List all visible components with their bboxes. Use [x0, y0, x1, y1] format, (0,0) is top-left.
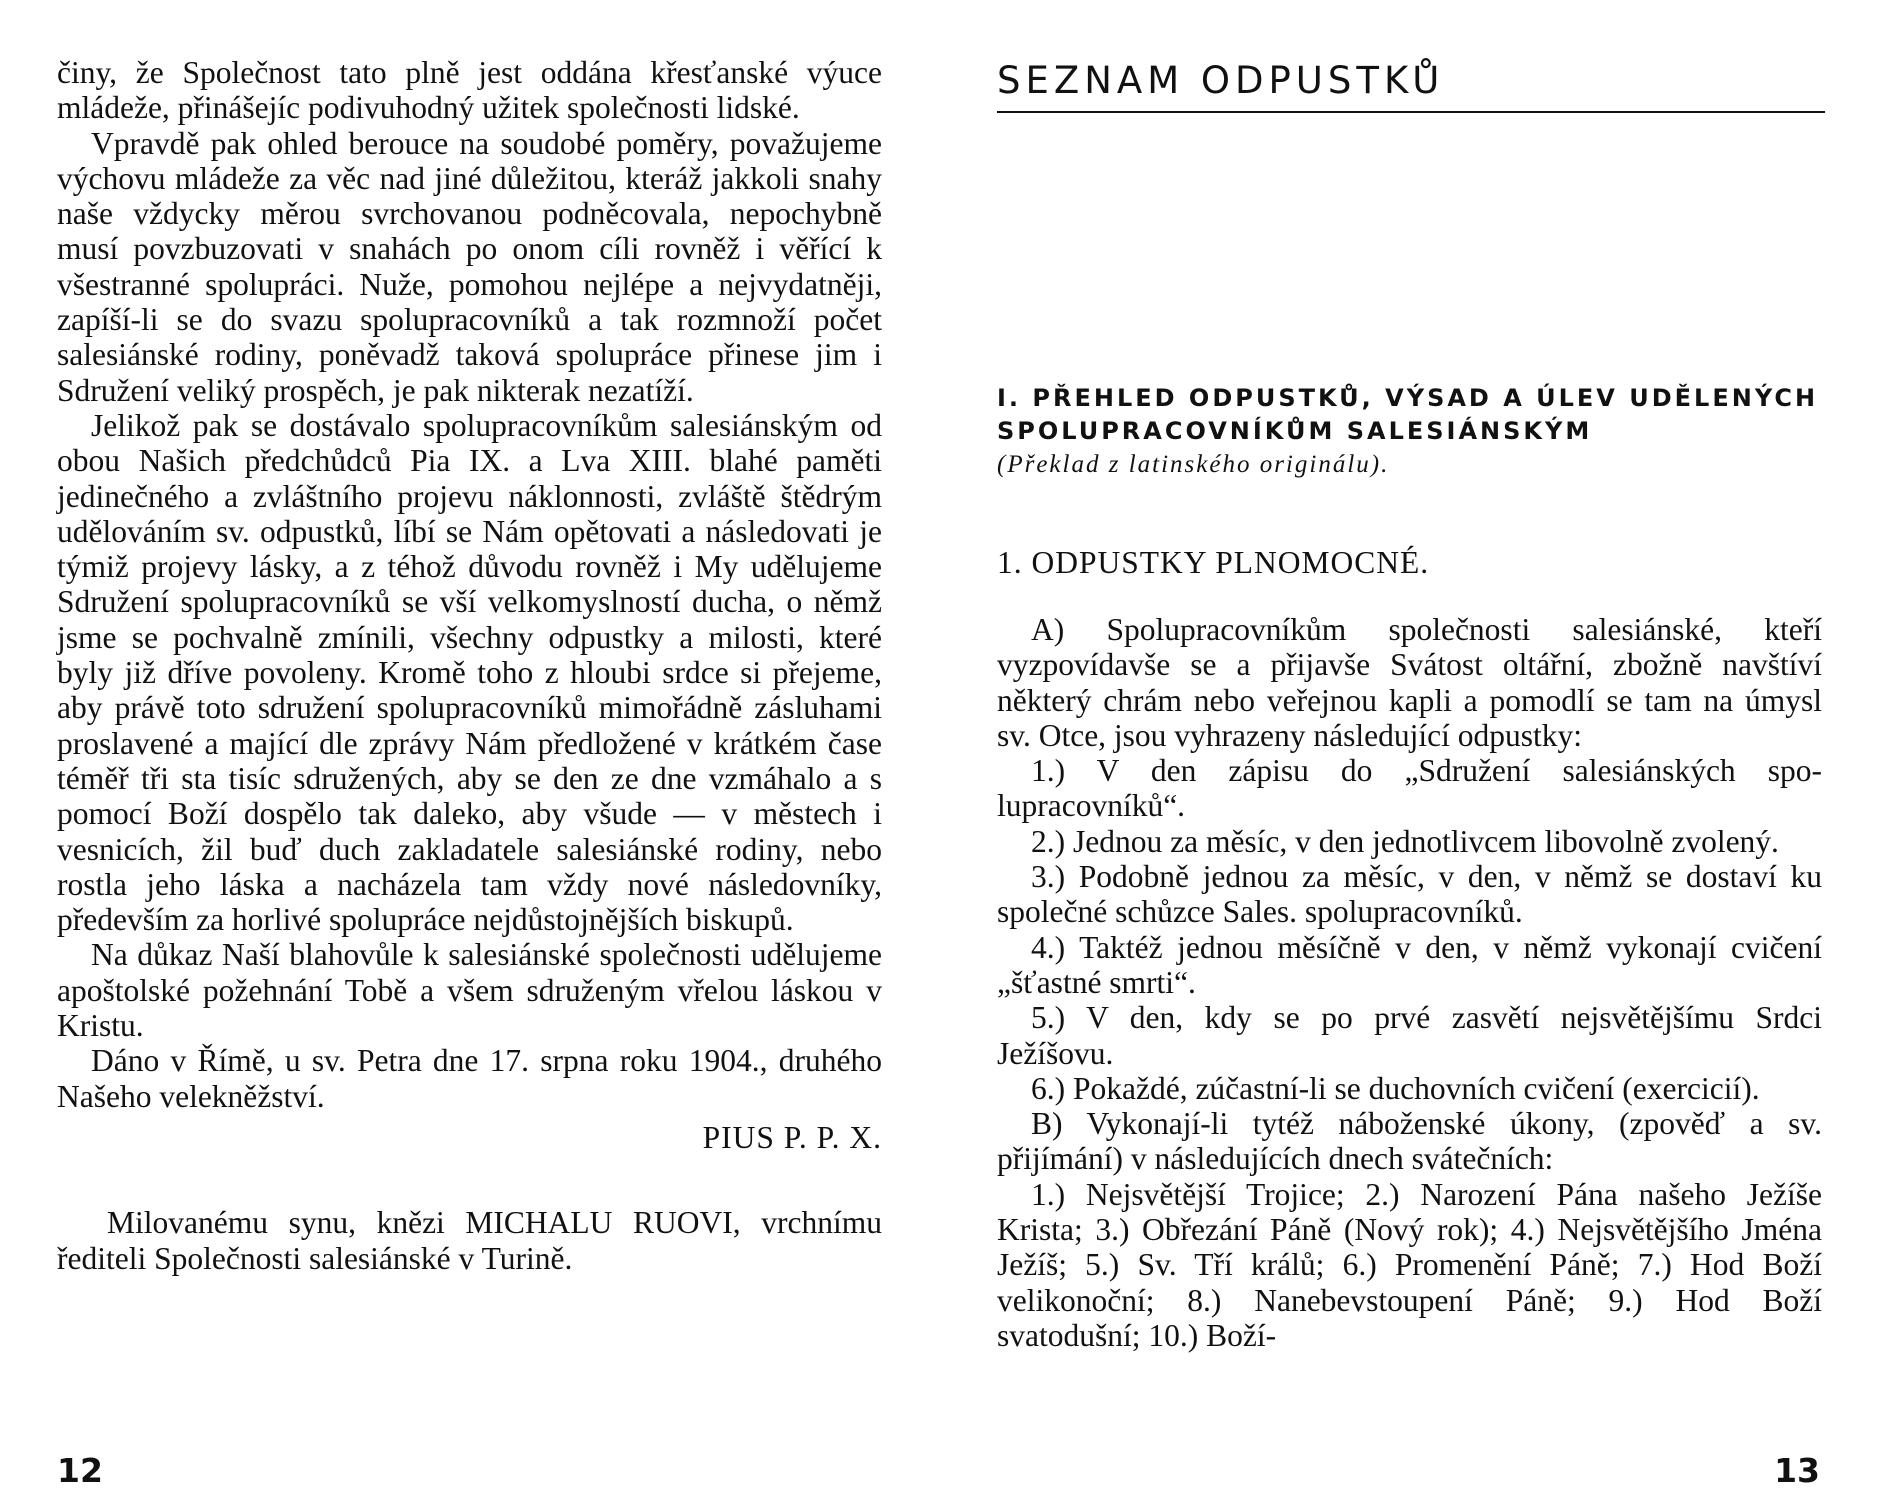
paragraph: 1.) V den zápisu do „Sdružení salesiánských spolupracovníků“.	[997, 753, 1822, 824]
paragraph: Na důkaz Naší blahovůle k salesiánské společnosti udělujeme apoštolské požehnání Tobě a všem sdruženým vřelou láskou v Kristu.	[57, 937, 882, 1044]
paragraph: 6.) Pokaždé, zúčastní-li se duchovních cvičení (exercicií).	[1031, 1070, 1760, 1106]
left-page-text	[57, 55, 882, 1276]
section-heading: I. PŘEHLED ODPUSTKŮ, VÝSAD A ÚLEV UDĚLENÝCH SPOLUPRACOVNÍKŮM SALESIÁNSKÝM	[997, 384, 1819, 445]
page-title: SEZNAM ODPUSTKŮ	[997, 59, 1445, 102]
paragraph: 1.) Nejsvětější Trojice; 2.) Narození Pána našeho Ježíše Krista; 3.) Obřezání Páně (Nový rok); 4.) Nejsvětějšího Jména Ježíš; 5.) Sv. Tří králů; 6.) Promenění Páně; 7.) Hod Boží velikonoční; 8.) Nanebevstoupení Páně; 9.) Hod Boží svatodušní; 10.) Boží-	[997, 1176, 1822, 1353]
paragraph: 4.) Taktéž jednou měsíčně v den, v němž vykonají cvičení „šťastné smrti“.	[997, 929, 1822, 1000]
signature: PIUS P. P. X.	[702, 1119, 882, 1155]
paragraph: Dáno v Římě, u sv. Petra dne 17. srpna roku 1904., druhého Našeho velekněžství.	[57, 1043, 882, 1114]
paragraph: B) Vykonají-li tytéž náboženské úkony, (zpověď a sv. přijímání) v následujících dnech svátečních:	[997, 1106, 1822, 1177]
addressee: Milovanému synu, knězi MICHALU RUOVI, vrchnímu řediteli Společnosti salesiánské v Turině.	[57, 1205, 882, 1276]
paragraph: činy, že Společnost tato plně jest oddána křesťanské výuce mládeže, přinášejíc podivuhodný užitek společnosti lidské.	[57, 55, 882, 126]
sub-heading: 1. ODPUSTKY PLNOMOCNÉ.	[997, 545, 1430, 580]
title-rule	[997, 111, 1825, 113]
paragraph: Jelikož pak se dostávalo spolupracovníkům salesiánským od obou Našich předchůdců Pia IX. a Lva XIII. blahé paměti jedinečného a zvláštního projevu náklonnosti, zvláště štědrým udělováním sv. odpustků, líbí se Nám opětovati a následovati je týmiž projevy lásky, a z téhož důvodu rovněž i My udělujeme Sdružení spolupracovníků se vší velkomyslností ducha, o němž jsme se pochvalně zmínili, všechny odpustky a milosti, které byly již dříve povoleny. Kromě toho z hloubi srdce si přejeme, aby právě toto sdružení spolupracovníků mimořádně zásluhami proslavené a mající dle zprávy Nám předložené v krátkém čase téměř tři sta tisíc sdružených, aby se den ze dne vzmáhalo a s pomocí Boží dospělo tak daleko, aby všude — v městech i vesnicích, žil buď duch zakladatele salesiánské rodiny, nebo rostla jeho láska a nacházela tam vždy nové následovníky, především za horlivé spolupráce nejdůstojnějších biskupů.	[57, 407, 882, 938]
page-number: 13	[1774, 1451, 1820, 1490]
paragraph: 5.) V den, kdy se po prvé zasvětí nejsvětějšímu Srdci Ježíšovu.	[997, 1000, 1822, 1071]
paragraph: A) Spolupracovníkům společnosti salesiánské, kteří vyzpovídavše se a přijavše Svátost oltářní, zbožně navštíví některý chrám nebo veřejnou kapli a pomodlí se tam na úmysl sv. Otce, jsou vyhrazeny následující odpustky:	[997, 612, 1822, 753]
page-number: 12	[57, 1451, 103, 1490]
right-page-text	[997, 612, 1822, 1353]
section-note: (Překlad z latinského originálu).	[997, 451, 1390, 478]
paragraph: 3.) Podobně jednou za měsíc, v den, v němž se dostaví ku společné schůzce Sales. spolupracovníků.	[997, 859, 1822, 930]
paragraph: 2.) Jednou za měsíc, v den jednotlivcem libovolně zvolený.	[1031, 823, 1779, 859]
paragraph: Vpravdě pak ohled berouce na soudobé poměry, považujeme výchovu mládeže za věc nad jiné důležitou, kteráž jakkoli snahy naše vždycky měrou svrchovanou podněcovala, nepochybně musí povzbuzovati v snahách po onom cíli rovněž i věřící k všestranné spolupráci. Nuže, pomohou nejlépe a nejvydatněji, zapíší-li se do svazu spolupracovníků a tak rozmnoží počet salesiánské rodiny, poněvadž taková spolupráce přinese jim i Sdružení veliký prospěch, je pak nikterak nezatíží.	[57, 125, 882, 408]
right-page	[940, 0, 1880, 1500]
